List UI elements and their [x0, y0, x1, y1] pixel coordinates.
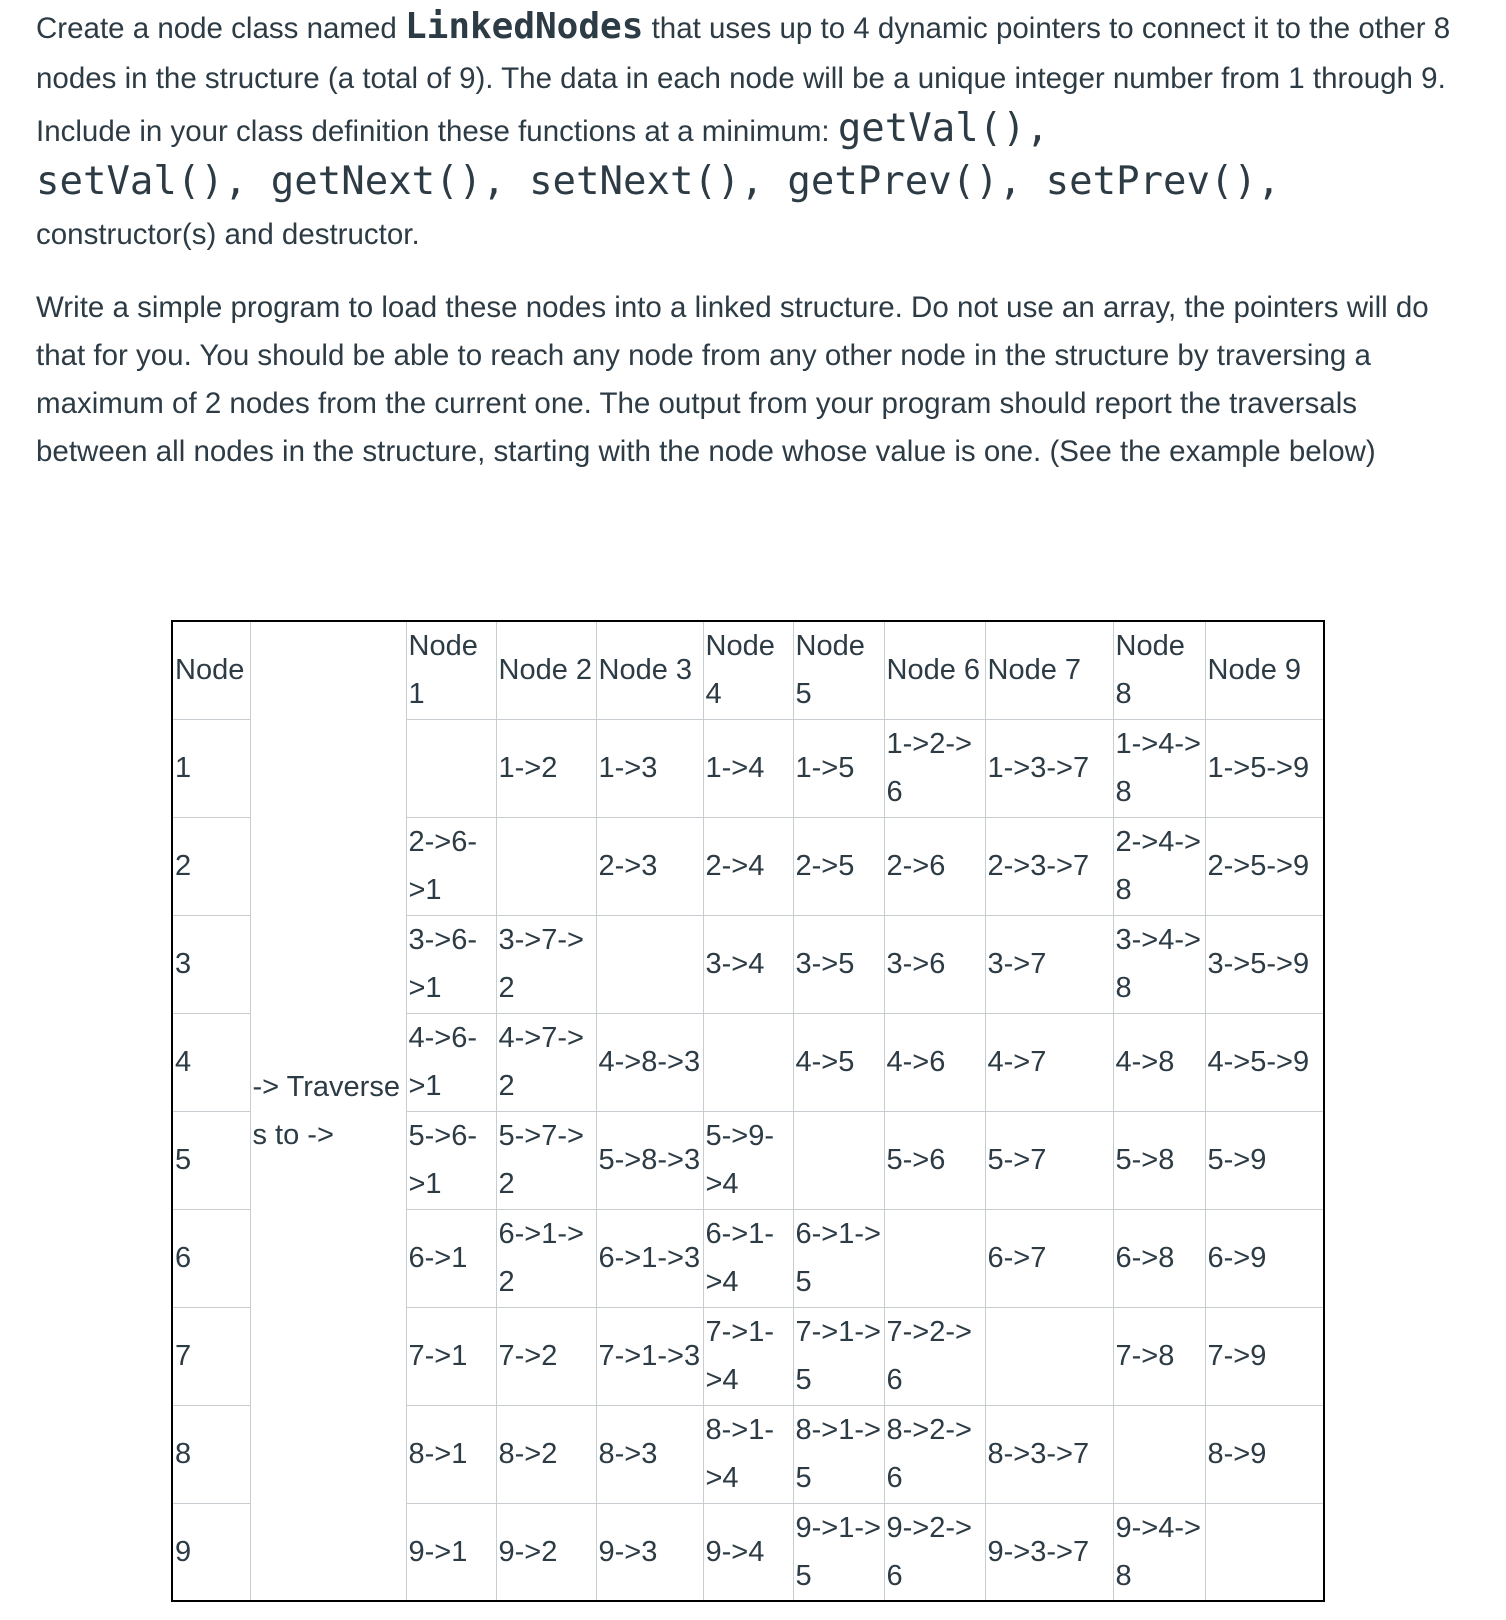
table-cell: 1->5: [793, 719, 884, 817]
class-name-code: LinkedNodes: [404, 6, 644, 47]
table-cell: 3->4->8: [1113, 915, 1205, 1013]
table-cell: 1->5->9: [1205, 719, 1324, 817]
table-cell: 6->8: [1113, 1209, 1205, 1307]
table-cell: 8->2->6: [884, 1405, 985, 1503]
table-cell: 5->8->3: [596, 1111, 703, 1209]
column-header: Node 7: [985, 621, 1113, 719]
intro-text-2: that uses up to 4 dynamic pointers to connect it to the other 8 nodes in the structure (a total of 9). The data in each node will be a unique integer number from 1 through 9. Include in your class definition these functions at a minimum:: [36, 12, 1451, 148]
table-cell: 9->2->6: [884, 1503, 985, 1601]
table-cell: [985, 1307, 1113, 1405]
table-cell: 4->5: [793, 1013, 884, 1111]
table-cell: 8->1: [406, 1405, 496, 1503]
row-header: 4: [172, 1013, 250, 1111]
table-cell: 9->1: [406, 1503, 496, 1601]
row-header: 7: [172, 1307, 250, 1405]
table-cell: 2->3->7: [985, 817, 1113, 915]
table-cell: 6->1: [406, 1209, 496, 1307]
table-cell: 3->6->1: [406, 915, 496, 1013]
table-cell: [703, 1013, 793, 1111]
column-header: Node 2: [496, 621, 596, 719]
table-cell: 8->9: [1205, 1405, 1324, 1503]
table-cell: 6->1->3: [596, 1209, 703, 1307]
table-cell: 2->3: [596, 817, 703, 915]
table-cell: 1->3: [596, 719, 703, 817]
table-cell: 2->4->8: [1113, 817, 1205, 915]
row-header: 3: [172, 915, 250, 1013]
table-cell: 3->4: [703, 915, 793, 1013]
table-cell: 3->6: [884, 915, 985, 1013]
column-header: Node 1: [406, 621, 496, 719]
table-cell: 5->9: [1205, 1111, 1324, 1209]
functions-code-2: setVal(), getNext(), setNext(), getPrev(), setPrev(),: [36, 159, 1281, 204]
table-cell: 8->3: [596, 1405, 703, 1503]
row-header: 2: [172, 817, 250, 915]
assignment-content: [36, 0, 1476, 468]
program-paragraph: Write a simple program to load these nodes into a linked structure. Do not use an array, the pointers will do that for you. You should be able to reach any node from any other node in the structure by traversing a maximum of 2 nodes from the current one. The output from your program should report the traversals between all nodes in the structure, starting with the node whose value is one. (See the example below): [36, 291, 1429, 468]
traversal-table-wrapper: [171, 620, 1325, 1602]
table-cell: 5->8: [1113, 1111, 1205, 1209]
table-cell: 2->5: [793, 817, 884, 915]
traverses-label: -> Traverses to ->: [250, 621, 406, 1601]
table-cell: 4->6: [884, 1013, 985, 1111]
table-cell: 6->1->5: [793, 1209, 884, 1307]
intro-text-3: constructor(s) and destructor.: [36, 218, 420, 251]
table-cell: 6->1->2: [496, 1209, 596, 1307]
intro-paragraph: [36, 0, 1476, 260]
table-cell: 8->1->5: [793, 1405, 884, 1503]
table-cell: 9->4: [703, 1503, 793, 1601]
column-header: Node 3: [596, 621, 703, 719]
table-cell: 7->1->3: [596, 1307, 703, 1405]
table-cell: 1->4: [703, 719, 793, 817]
table-cell: 3->5: [793, 915, 884, 1013]
table-cell: [1205, 1503, 1324, 1601]
table-cell: 2->5->9: [1205, 817, 1324, 915]
table-cell: 7->9: [1205, 1307, 1324, 1405]
table-cell: 7->1->4: [703, 1307, 793, 1405]
table-cell: 2->4: [703, 817, 793, 915]
table-cell: 9->4->8: [1113, 1503, 1205, 1601]
table-cell: 1->3->7: [985, 719, 1113, 817]
traversal-table: [171, 620, 1325, 1602]
table-cell: 9->3: [596, 1503, 703, 1601]
table-cell: 4->5->9: [1205, 1013, 1324, 1111]
table-cell: 7->2: [496, 1307, 596, 1405]
table-cell: 6->1->4: [703, 1209, 793, 1307]
column-header: Node 9: [1205, 621, 1324, 719]
table-cell: 5->6->1: [406, 1111, 496, 1209]
table-cell: 5->6: [884, 1111, 985, 1209]
table-cell: 1->2: [496, 719, 596, 817]
row-header: 9: [172, 1503, 250, 1601]
table-cell: 9->3->7: [985, 1503, 1113, 1601]
table-cell: [1113, 1405, 1205, 1503]
table-cell: 4->8: [1113, 1013, 1205, 1111]
row-header: 1: [172, 719, 250, 817]
table-cell: [496, 817, 596, 915]
table-cell: 9->2: [496, 1503, 596, 1601]
row-header: 6: [172, 1209, 250, 1307]
column-header: Node 4: [703, 621, 793, 719]
row-header: 8: [172, 1405, 250, 1503]
functions-code-1: getVal(),: [837, 106, 1050, 151]
column-header: Node 5: [793, 621, 884, 719]
table-cell: 7->1: [406, 1307, 496, 1405]
table-cell: 3->7: [985, 915, 1113, 1013]
table-cell: [596, 915, 703, 1013]
table-cell: [884, 1209, 985, 1307]
column-header: Node 8: [1113, 621, 1205, 719]
table-cell: 2->6: [884, 817, 985, 915]
table-cell: 4->6->1: [406, 1013, 496, 1111]
table-cell: 3->7->2: [496, 915, 596, 1013]
table-cell: 4->7->2: [496, 1013, 596, 1111]
table-cell: 8->2: [496, 1405, 596, 1503]
table-cell: 5->7->2: [496, 1111, 596, 1209]
table-cell: 4->8->3: [596, 1013, 703, 1111]
table-cell: 8->3->7: [985, 1405, 1113, 1503]
table-cell: 4->7: [985, 1013, 1113, 1111]
table-cell: 7->2->6: [884, 1307, 985, 1405]
table-cell: 5->9->4: [703, 1111, 793, 1209]
table-cell: 2->6->1: [406, 817, 496, 915]
intro-text-1: Create a node class named: [36, 12, 405, 45]
table-cell: 6->9: [1205, 1209, 1324, 1307]
row-header: 5: [172, 1111, 250, 1209]
header-row: [172, 621, 1324, 719]
table-cell: 5->7: [985, 1111, 1113, 1209]
table-cell: 6->7: [985, 1209, 1113, 1307]
table-cell: 8->1->4: [703, 1405, 793, 1503]
table-cell: 3->5->9: [1205, 915, 1324, 1013]
table-cell: 7->8: [1113, 1307, 1205, 1405]
table-cell: [793, 1111, 884, 1209]
table-cell: 1->2->6: [884, 719, 985, 817]
column-header: Node 6: [884, 621, 985, 719]
table-cell: 7->1->5: [793, 1307, 884, 1405]
table-cell: [406, 719, 496, 817]
corner-header: Node: [172, 621, 250, 719]
table-cell: 9->1->5: [793, 1503, 884, 1601]
table-cell: 1->4->8: [1113, 719, 1205, 817]
